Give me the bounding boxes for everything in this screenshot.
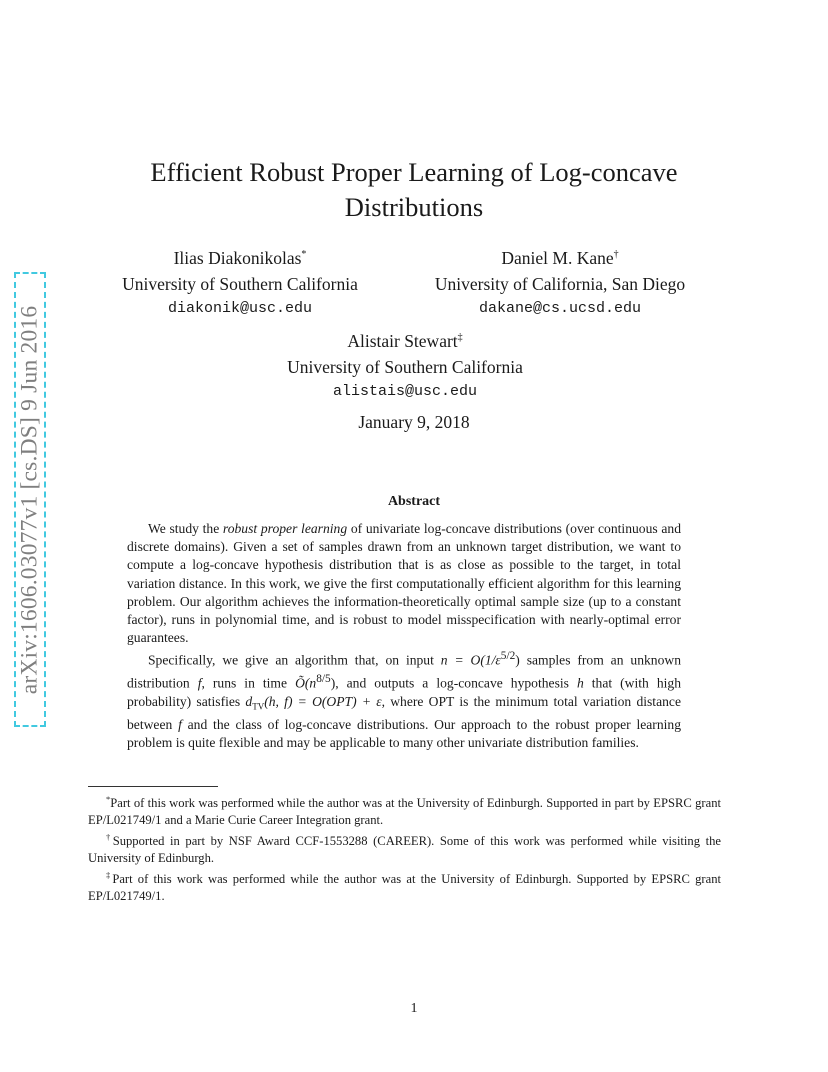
author-block-2 xyxy=(405,242,715,321)
author-email: alistais@usc.edu xyxy=(332,382,478,400)
author-block-3 xyxy=(205,325,605,404)
footnote-3: ‡Part of this work was performed while the author was at the University of Edinburgh. Supported by EPSRC grant EP/L021749/1. xyxy=(88,869,721,903)
author-name: Ilias Diakonikolas xyxy=(173,247,302,268)
footnotes xyxy=(88,791,721,904)
author-affiliation: University of California, San Diego xyxy=(434,273,686,294)
title-line-2: Distributions xyxy=(344,192,484,222)
paper-date: January 9, 2018 xyxy=(358,412,470,432)
author-email: dakane@cs.ucsd.edu xyxy=(478,299,642,317)
abstract-paragraph-1: We study the robust proper learning of univariate log-concave distributions (over continuous and discrete domains). Given a set of samples drawn from an unknown target distribution, we want to compute a log-concave hypothesis distribution that is as close as possible to the target, in total variation distance. In this work, we give the first computationally efficient algorithm for this learning problem. Our algorithm achieves the information-theoretically optimal sample size (up to a constant factor), runs in polynomial time, and is robust to model misspecification with nearly-optimal error guarantees. xyxy=(127,521,682,646)
page-number: 1 xyxy=(410,1001,418,1016)
author-mark: * xyxy=(301,249,307,260)
paper-title xyxy=(60,155,768,225)
footnote-1: *Part of this work was performed while the author was at the University of Edinburgh. Supported in part by EPSRC grant EP/L021749/1 and a Marie Curie Career Integration grant. xyxy=(88,794,721,827)
author-email: diakonik@usc.edu xyxy=(167,299,313,317)
author-affiliation: University of Southern California xyxy=(122,273,358,294)
title-line-1: Efficient Robust Proper Learning of Log-concave xyxy=(150,157,678,187)
author-block-1 xyxy=(90,242,390,321)
footnote-rule xyxy=(88,786,218,787)
arxiv-stamp-text: arXiv:1606.03077v1 [cs.DS] 9 Jun 2016 xyxy=(16,305,43,694)
author-affiliation: University of Southern California xyxy=(287,356,523,377)
author-mark: ‡ xyxy=(457,332,463,343)
author-name: Daniel M. Kane xyxy=(501,247,614,268)
abstract-body xyxy=(127,520,681,752)
abstract-heading: Abstract xyxy=(387,494,441,509)
footnote-2: †Supported in part by NSF Award CCF-1553288 (CAREER). Some of this work was performed while visiting the University of Edinburgh. xyxy=(88,831,721,865)
author-mark: † xyxy=(613,249,619,260)
author-name: Alistair Stewart xyxy=(347,330,458,351)
abstract-paragraph-2: Specifically, we give an algorithm that, on input $n = O(1/\varepsilon^{5/2})$ samples from an unknown distribution f, runs in time $Õ(n^{8/5})$, and outputs a log-concave hypothesis h that (with high probability) satisfies $d_{TV}(h$, f) = O(OPT) + ε, where OPT is the minimum total variation distance between f and the class of log-concave distributions. Our approach to the robust proper learning problem is quite flexible and may be applicable to many other univariate distribution families. xyxy=(127,650,681,751)
